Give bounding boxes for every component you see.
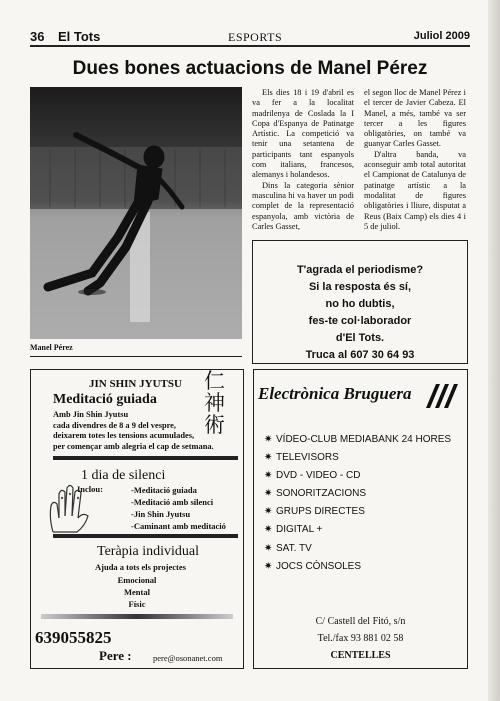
therapy-item: Mental [124,587,150,597]
divider-bar [53,534,238,538]
kanji-char: 神 [204,391,225,415]
service-item [264,543,451,561]
desc-line: deixarem totes les tensions acumulades, [53,431,195,441]
asterisk-icon: ✷ [264,434,273,445]
service-item [264,470,451,488]
header-rule [30,45,470,47]
service-item [264,452,451,470]
ad-periodisme [252,240,468,364]
inclou-item: -Meditació amb silenci [131,497,214,507]
service-label: SAT. TV [276,542,312,554]
contact-email: pere@osonanet.com [153,653,223,663]
ad-line: Si la resposta és sí, [308,281,412,293]
inclou-list [131,484,226,532]
ad-title-meditacio: Meditació guiada [53,392,157,407]
asterisk-icon: ✷ [264,542,273,554]
shop-town: CENTELLES [330,650,391,661]
desc-line: per començar amb alegria el cap de setmana. [53,441,214,451]
magazine-name: El Tots [58,29,101,44]
desc-line: cada divendres de 8 a 9 del vespre, [53,420,176,430]
photo-caption: Manel Pérez [30,343,73,352]
brand-name: Electrònica Bruguera [258,384,412,403]
ad-desc-terapia: Ajuda a tots els projectes [95,562,186,572]
ad-bruguera [253,369,468,669]
asterisk-icon: ✷ [264,470,273,482]
service-list [264,434,451,579]
asterisk-icon: ✷ [264,560,273,572]
article-paragraph: el segon lloc de Manel Pérez i el tercer de Javier Cabeza. El Manel, a més, també va ser tercer a les figures obligatòries, on també va guanyar Carles Gasset. [364,88,466,149]
page-header [30,29,470,45]
ad-jinshin [30,369,244,669]
service-item [264,561,451,579]
article-column-1 [252,88,354,232]
service-label: JOCS CÒNSOLES [276,560,362,572]
article-paragraph: Els dies 18 i 19 d'abril es va fer a la localitat madrilenya de Coslada la I Copa d'Espanya de Patinatge Artístic. La competició va tenir una setantena de participants tant espanyols com italians, francesos, alemanys i holandesos. [252,88,354,180]
caption-rule [30,356,242,357]
service-item [264,488,451,506]
service-item [264,434,451,452]
asterisk-icon: ✷ [264,488,273,500]
divider-bar [53,456,238,460]
service-label: TELEVISORS [276,452,339,464]
therapy-item: Físic [128,599,146,609]
ad-phone: 639055825 [35,628,112,647]
desc-line: Amb Jin Shin Jyutsu [53,410,129,419]
ad-heading: JIN SHIN JYUTSU [89,378,182,390]
service-item [264,524,451,542]
kanji-char: 術 [204,413,225,437]
skater-photo [30,87,242,339]
shop-address: C/ Castell del Fitó, s/n [315,616,406,627]
therapy-item: Emocional [117,575,157,585]
ad-periodisme-text [253,262,467,364]
asterisk-icon: ✷ [264,452,273,464]
therapy-list [31,574,243,610]
divider-bar [41,614,233,619]
article-paragraph: Dins la categoria sènior masculina hi va haver un podi complet de la representació espanyola, amb victòria de Carles Gasset, [252,180,354,231]
inclou-item: -Caminant amb meditació [131,521,226,531]
ad-line: T'agrada el periodisme? [296,264,424,276]
shop-phone: Tel./fax 93 881 02 58 [317,633,404,644]
service-item [264,506,451,524]
ad-title-terapia: Teràpia individual [97,544,200,559]
ad-desc-meditacio [53,410,214,452]
inclou-item: -Jin Shin Jyutsu [131,509,191,519]
article-column-2 [364,88,466,232]
service-label: DIGITAL + [276,524,323,536]
inclou-label: Inclou: [77,484,103,494]
page-edge [488,0,500,701]
ad-line: no ho dubtis, [325,298,395,310]
brand-stripes-logo [424,382,460,410]
contact-name: Pere : [99,648,132,663]
section-name: ESPORTS [228,30,283,44]
service-label: DVD - VIDEO - CD [276,470,361,482]
ad-phone-line: Truca al 607 30 64 93 [305,349,415,361]
page-number: 36 [30,29,45,44]
inclou-item: -Meditació guiada [131,485,197,495]
ad-line: fes-te col·laborador [308,315,412,327]
ad-title-silenci: 1 dia de silenci [81,468,166,483]
issue-date: Juliol 2009 [413,30,470,42]
asterisk-icon: ✷ [264,524,273,536]
kanji-char: 仁 [204,369,225,393]
service-label: SONORITZACIONS [276,488,367,500]
ad-line: d'El Tots. [335,332,385,344]
hand-icon [41,482,99,536]
article-title: Dues bones actuacions de Manel Pérez [72,58,428,79]
service-label: VÍDEO-CLUB MEDIABANK 24 HORES [276,434,452,445]
article-paragraph: D'altra banda, va aconseguir amb total autoritat el Campionat de Catalunya de patinatge artístic a la modalitat de figures obligatòries i lliure, disputat a Reus (Baix Camp) els dies 4 i 5 de juliol. [364,149,466,231]
asterisk-icon: ✷ [264,506,273,518]
service-label: GRUPS DIRECTES [276,506,365,518]
